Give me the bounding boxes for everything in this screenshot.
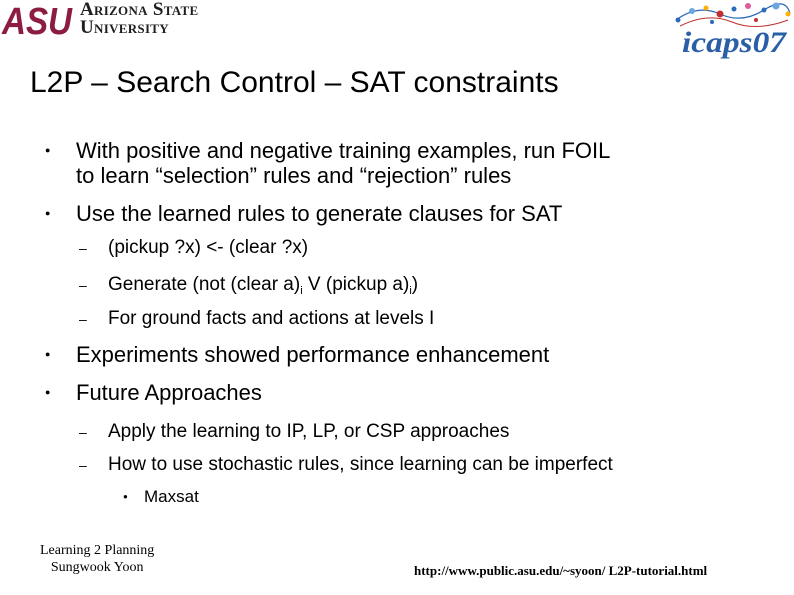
bullet-text: Experiments showed performance enhancement xyxy=(76,342,550,367)
sub-bullet-text: Apply the learning to IP, LP, or CSP approaches xyxy=(108,421,510,442)
asu-logo-line2: University xyxy=(80,17,169,38)
asu-logo-line1: Arizona State xyxy=(80,0,199,20)
sub-sub-bullet-maxsat xyxy=(123,486,199,508)
slide-title: L2P – Search Control – SAT constraints xyxy=(30,66,559,99)
footer-url[interactable]: http://www.public.asu.edu/~syoon/ L2P-tutorial.html xyxy=(414,563,708,578)
dash-marker: – xyxy=(79,311,87,327)
footer-line1: Learning 2 Planning xyxy=(40,543,155,558)
sub-bullet-rule xyxy=(79,236,309,260)
bullet-experiments xyxy=(45,342,550,367)
bullet-dot: ● xyxy=(123,492,128,501)
footer-author xyxy=(40,542,154,576)
sub-bullet-generate xyxy=(79,273,419,297)
sub-bullet-text-post: ) xyxy=(411,274,419,295)
bullet-foil xyxy=(45,138,611,188)
bullet-text: With positive and negative training examples, run FOIL xyxy=(76,138,611,163)
subscript-i: i xyxy=(300,285,303,297)
bullet-dot: ● xyxy=(45,145,51,155)
sub-bullet-text: (pickup ?x) <- (clear ?x) xyxy=(108,237,309,258)
sub-bullet-text-pre: Generate (not (clear a) xyxy=(108,274,301,295)
sub-bullet-text: How to use stochastic rules, since learning can be imperfect xyxy=(108,454,613,475)
dash-marker: – xyxy=(79,457,87,473)
bullet-dot: ● xyxy=(45,349,51,359)
bullet-text-cont: to learn “selection” rules and “rejection” rules xyxy=(76,163,512,188)
sub-sub-bullet-text: Maxsat xyxy=(144,487,199,506)
dash-marker: – xyxy=(79,424,87,440)
dash-marker: – xyxy=(79,277,87,293)
sub-bullet-text-mid: V (pickup a) xyxy=(302,274,410,295)
svg-text:icaps07: icaps07 xyxy=(682,26,788,59)
sub-bullet-stochastic xyxy=(79,453,613,477)
bullet-dot: ● xyxy=(45,387,51,397)
subscript-i: i xyxy=(409,285,412,297)
sub-bullet-ip-lp-csp xyxy=(79,420,510,444)
dash-marker: – xyxy=(79,240,87,256)
asu-logo-wordmark xyxy=(80,1,198,37)
sub-bullet-ground-facts xyxy=(79,307,435,331)
footer-line2: Sungwook Yoon xyxy=(50,560,144,575)
asu-logo-mark-text: ASU xyxy=(1,1,74,43)
asu-logo xyxy=(0,0,215,43)
bullet-text: Future Approaches xyxy=(76,380,262,405)
bullet-future-approaches xyxy=(45,380,262,405)
icaps07-logo xyxy=(668,0,794,64)
bullet-text: Use the learned rules to generate clauses for SAT xyxy=(76,201,563,226)
asu-logo-mark xyxy=(1,1,74,43)
bullet-dot: ● xyxy=(45,208,51,218)
bullet-learned-rules xyxy=(45,201,563,226)
sub-bullet-text: For ground facts and actions at levels I xyxy=(108,308,435,329)
